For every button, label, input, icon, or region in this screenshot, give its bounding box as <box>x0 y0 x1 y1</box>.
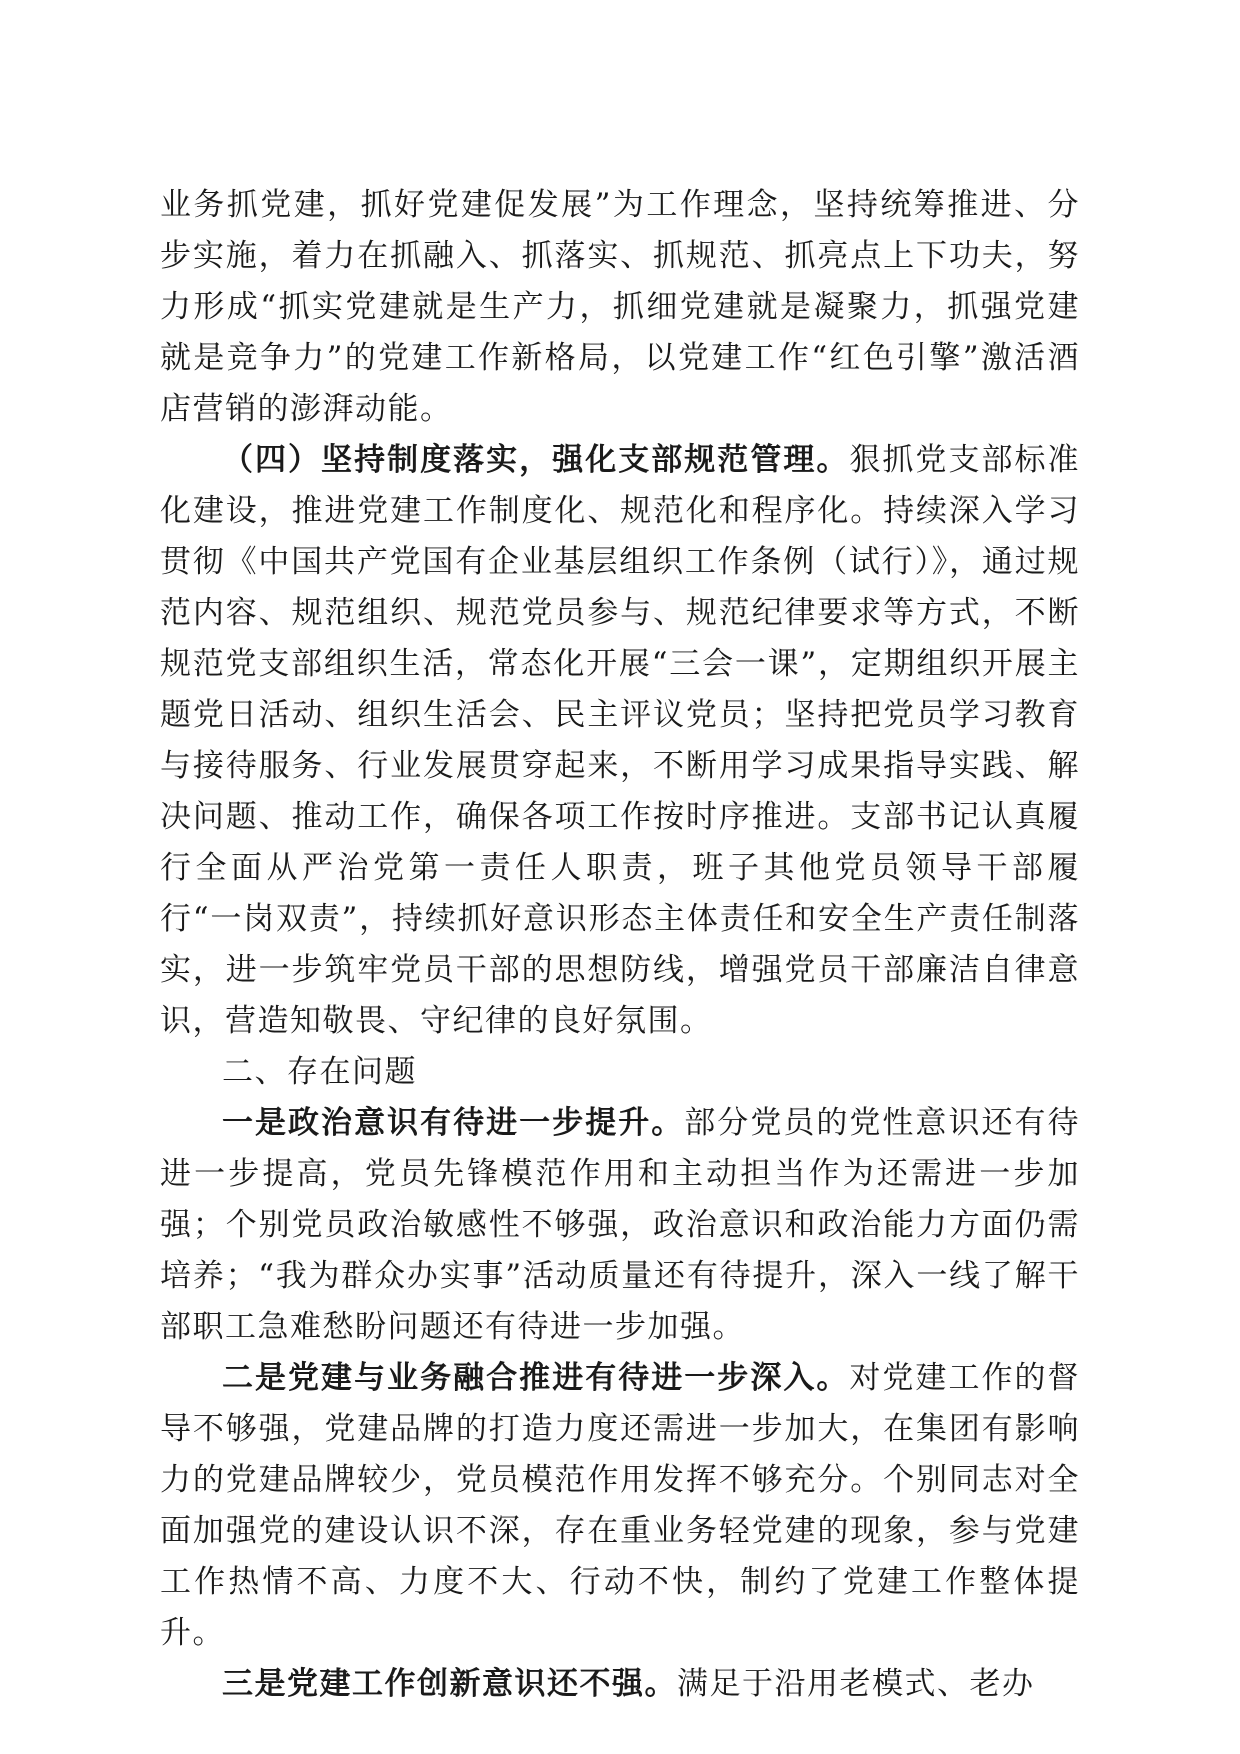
problem-lead: 二是党建与业务融合推进有待进一步深入。 <box>222 1360 850 1396</box>
section-heading: 二、存在问题 <box>222 1054 417 1090</box>
body-paragraph <box>160 180 1080 435</box>
problem-text: 部分党员的党性意识还有待进一步提高，党员先锋模范作用和主动担当作为还需进一步加强；个别党员政治敏感性不够强，政治意识和政治能力方面仍需培养；“我为群众办实事”活动质量还有待提升，深入一线了解干部职工急难愁盼问题还有待进一步加强。 <box>160 1105 1081 1345</box>
problem-paragraph <box>160 1659 1080 1710</box>
problem-text: 对党建工作的督导不够强，党建品牌的打造力度还需进一步加大，在集团有影响力的党建品牌较少，党员模范作用发挥不够充分。个别同志对全面加强党的建设认识不深，存在重业务轻党建的现象，参与党建工作热情不高、力度不大、行动不快，制约了党建工作整体提升。 <box>160 1360 1081 1651</box>
problem-lead: 三是党建工作创新意识还不强。 <box>222 1666 677 1702</box>
document-page <box>160 180 1080 1710</box>
problem-paragraph <box>160 1098 1080 1353</box>
paragraph-lead: （四）坚持制度落实，强化支部规范管理。 <box>222 442 850 478</box>
body-paragraph <box>160 435 1080 1047</box>
problem-lead: 一是政治意识有待进一步提升。 <box>222 1105 685 1141</box>
problem-paragraph <box>160 1353 1080 1659</box>
paragraph-text: 狠抓党支部标准化建设，推进党建工作制度化、规范化和程序化。持续深入学习贯彻《中国共产党国有企业基层组织工作条例（试行）》，通过规范内容、规范组织、规范党员参与、规范纪律要求等方式，不断规范党支部组织生活，常态化开展“三会一课”，定期组织开展主题党日活动、组织生活会、民主评议党员；坚持把党员学习教育与接待服务、行业发展贯穿起来，不断用学习成果指导实践、解决问题、推动工作，确保各项工作按时序推进。支部书记认真履行全面从严治党第一责任人职责，班子其他党员领导干部履行“一岗双责”，持续抓好意识形态主体责任和安全生产责任制落实，进一步筑牢党员干部的思想防线，增强党员干部廉洁自律意识，营造知敬畏、守纪律的良好氛围。 <box>160 442 1081 1039</box>
paragraph-text: 业务抓党建，抓好党建促发展”为工作理念，坚持统筹推进、分步实施，着力在抓融入、抓落实、抓规范、抓亮点上下功夫，努力形成“抓实党建就是生产力，抓细党建就是凝聚力，抓强党建就是竞争力”的党建工作新格局，以党建工作“红色引擎”激活酒店营销的澎湃动能。 <box>160 187 1080 427</box>
problem-text: 满足于沿用老模式、老办 <box>677 1666 1035 1702</box>
